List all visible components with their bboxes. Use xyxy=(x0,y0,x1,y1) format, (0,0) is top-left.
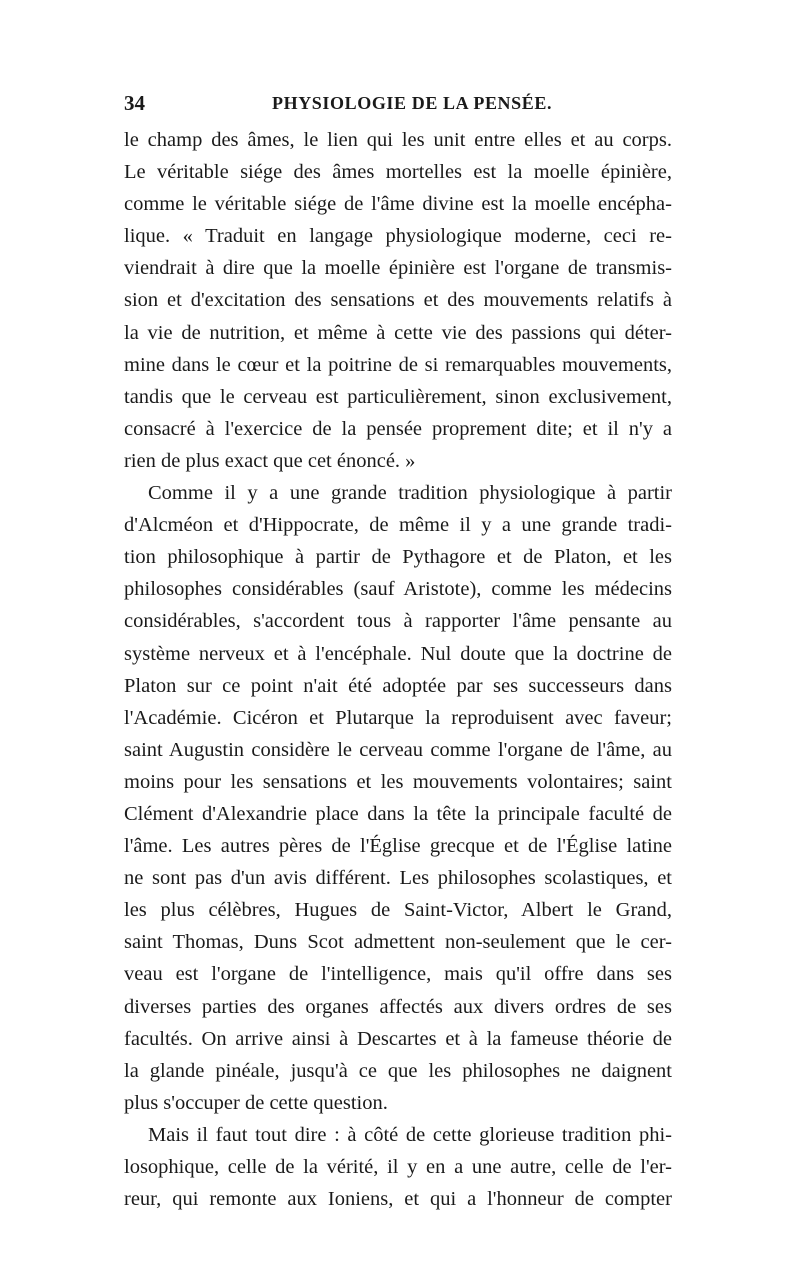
body-text xyxy=(124,124,672,1215)
text-line: le champ des âmes, le lien qui les unit entre elles et au corps. xyxy=(124,129,672,151)
text-line: comme le véritable siége de l'âme divine est la moelle encépha- xyxy=(124,193,672,216)
running-title: PHYSIOLOGIE DE LA PENSÉE. xyxy=(272,93,553,113)
running-head xyxy=(124,88,672,118)
text-line: mine dans le cœur et la poitrine de si remarquables mouvements, xyxy=(124,353,672,376)
text-line: tandis que le cerveau est particulièrement, sinon exclusivement, xyxy=(124,385,672,408)
text-line: système nerveux et à l'encéphale. Nul doute que la doctrine de xyxy=(124,642,672,665)
paragraph-start-line: Mais il faut tout dire : à côté de cette glorieuse tradition phi- xyxy=(148,1123,672,1146)
page-number: 34 xyxy=(124,91,145,115)
text-line: les plus célèbres, Hugues de Saint-Victor, Albert le Grand, xyxy=(124,899,672,922)
text-line: la vie de nutrition, et même à cette vie des passions qui déter- xyxy=(124,321,672,344)
text-line: diverses parties des organes affectés aux divers ordres de ses xyxy=(124,995,672,1018)
text-line: d'Alcméon et d'Hippocrate, de même il y a une grande tradi- xyxy=(124,514,672,537)
text-line: tion philosophique à partir de Pythagore et de Platon, et les xyxy=(124,546,672,569)
text-line: Platon sur ce point n'ait été adoptée par ses successeurs dans xyxy=(124,674,672,697)
text-line: sion et d'excitation des sensations et des mouvements relatifs à xyxy=(124,289,672,312)
text-line: losophique, celle de la vérité, il y en a une autre, celle de l'er- xyxy=(124,1156,672,1178)
text-line: la glande pinéale, jusqu'à ce que les philosophes ne daignent xyxy=(124,1059,672,1082)
text-line: moins pour les sensations et les mouvements volontaires; saint xyxy=(124,770,672,793)
text-line: ne sont pas d'un avis différent. Les philosophes scolastiques, et xyxy=(124,867,672,890)
text-line: reur, qui remonte aux Ioniens, et qui a l'honneur de compter xyxy=(124,1188,672,1211)
text-line: viendrait à dire que la moelle épinière est l'organe de transmis- xyxy=(124,257,672,280)
text-line: plus s'occuper de cette question. xyxy=(124,1091,388,1114)
text-line: considérables, s'accordent tous à rapporter l'âme pensante au xyxy=(124,610,672,633)
text-line: l'âme. Les autres pères de l'Église grecque et de l'Église latine xyxy=(124,835,672,858)
text-line: philosophes considérables (sauf Aristote), comme les médecins xyxy=(124,578,672,601)
text-line: veau est l'organe de l'intelligence, mais qu'il offre dans ses xyxy=(124,963,672,986)
text-line: facultés. On arrive ainsi à Descartes et à la fameuse théorie de xyxy=(124,1027,672,1050)
text-line: Clément d'Alexandrie place dans la tête la principale faculté de xyxy=(124,802,672,825)
text-line: l'Académie. Cicéron et Plutarque la reproduisent avec faveur; xyxy=(124,706,672,729)
text-line: saint Thomas, Duns Scot admettent non-seulement que le cer- xyxy=(124,931,672,954)
text-line: lique. « Traduit en langage physiologique moderne, ceci re- xyxy=(124,225,672,248)
text-line: consacré à l'exercice de la pensée proprement dite; et il n'y a xyxy=(124,417,672,440)
text-line: saint Augustin considère le cerveau comme l'organe de l'âme, au xyxy=(124,738,672,761)
text-line: Le véritable siége des âmes mortelles est la moelle épinière, xyxy=(124,161,672,184)
text-line: rien de plus exact que cet énoncé. » xyxy=(124,449,416,472)
paragraph-start-line: Comme il y a une grande tradition physiologique à partir xyxy=(148,482,672,505)
